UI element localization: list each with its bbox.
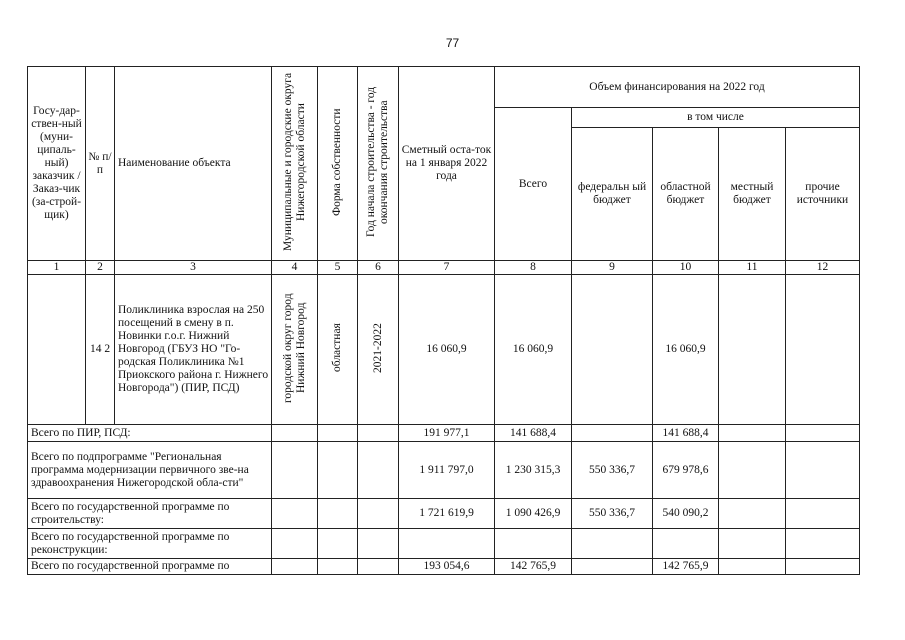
header-customer: Госу-дар-ствен-ный (муни-ципаль-ный) заказчик / Заказ-чик (за-строй-щик)	[28, 67, 86, 261]
object-customer	[28, 275, 86, 425]
object-name: Поликлиника взрослая на 250 посещений в смену в п. Новинки г.о.г. Нижний Новгород (ГБУЗ НО "Го-родская Поликлиника №1 Приокского района г. Нижнего Новгорода") (ПИР, ПСД)	[115, 275, 272, 425]
header-including: в том числе	[572, 108, 860, 128]
header-total: Всего	[495, 108, 572, 261]
summary-federal	[572, 529, 653, 559]
summary-regional	[653, 529, 719, 559]
summary-local	[719, 499, 786, 529]
summary-row	[28, 499, 860, 529]
summary-balance: 1 721 619,9	[399, 499, 495, 529]
header-balance: Сметный оста-ток на 1 января 2022 года	[399, 67, 495, 261]
summary-regional: 141 688,4	[653, 425, 719, 442]
summary-label: Всего по государственной программе по строительству:	[28, 499, 272, 529]
summary-local	[719, 425, 786, 442]
summary-row	[28, 442, 860, 499]
col-num: 5	[318, 261, 358, 275]
summary-federal: 550 336,7	[572, 499, 653, 529]
summary-total	[495, 529, 572, 559]
col-num: 2	[86, 261, 115, 275]
summary-balance: 191 977,1	[399, 425, 495, 442]
summary-total: 1 230 315,3	[495, 442, 572, 499]
summary-other	[786, 559, 860, 575]
object-num: 14 2	[86, 275, 115, 425]
header-row-1	[28, 67, 860, 108]
summary-row	[28, 425, 860, 442]
summary-balance	[399, 529, 495, 559]
header-ownership: Форма собственности	[331, 107, 343, 216]
page-number: 77	[445, 36, 460, 50]
summary-total: 1 090 426,9	[495, 499, 572, 529]
object-balance: 16 060,9	[399, 275, 495, 425]
col-num: 9	[572, 261, 653, 275]
header-municipality: Муниципальные и городские округа Нижегородской области	[281, 72, 307, 251]
summary-local	[719, 529, 786, 559]
header-regional: областной бюджет	[653, 128, 719, 261]
header-other: прочие источники	[786, 128, 860, 261]
object-local	[719, 275, 786, 425]
col-num: 11	[719, 261, 786, 275]
summary-regional: 679 978,6	[653, 442, 719, 499]
summary-balance: 1 911 797,0	[399, 442, 495, 499]
col-num: 3	[115, 261, 272, 275]
col-num: 12	[786, 261, 860, 275]
col-num: 1	[28, 261, 86, 275]
header-local: местный бюджет	[719, 128, 786, 261]
header-num: № п/п	[86, 67, 115, 261]
column-number-row	[28, 261, 860, 275]
col-num: 4	[272, 261, 318, 275]
object-ownership: областная	[331, 323, 343, 372]
summary-other	[786, 529, 860, 559]
summary-other	[786, 499, 860, 529]
header-funding: Объем финансирования на 2022 год	[495, 67, 860, 108]
summary-row	[28, 529, 860, 559]
summary-local	[719, 442, 786, 499]
summary-row	[28, 559, 860, 575]
summary-total: 142 765,9	[495, 559, 572, 575]
object-municipality: городской округ город Нижний Новгород	[281, 292, 307, 403]
summary-regional: 142 765,9	[653, 559, 719, 575]
summary-local	[719, 559, 786, 575]
summary-regional: 540 090,2	[653, 499, 719, 529]
summary-total: 141 688,4	[495, 425, 572, 442]
summary-federal	[572, 559, 653, 575]
summary-federal: 550 336,7	[572, 442, 653, 499]
object-years: 2021-2022	[371, 322, 384, 373]
summary-balance: 193 054,6	[399, 559, 495, 575]
object-total: 16 060,9	[495, 275, 572, 425]
financing-table	[27, 66, 860, 575]
col-num: 10	[653, 261, 719, 275]
summary-label: Всего по государственной программе по реконструкции:	[28, 529, 272, 559]
summary-label: Всего по ПИР, ПСД:	[28, 425, 272, 442]
summary-federal	[572, 425, 653, 442]
object-regional: 16 060,9	[653, 275, 719, 425]
object-federal	[572, 275, 653, 425]
header-object-name: Наименование объекта	[115, 67, 272, 261]
header-years: Год начала строительства - год окончания строительства	[365, 86, 390, 237]
summary-other	[786, 442, 860, 499]
object-row	[28, 275, 860, 425]
summary-other	[786, 425, 860, 442]
col-num: 8	[495, 261, 572, 275]
col-num: 7	[399, 261, 495, 275]
summary-label: Всего по подпрограмме "Региональная программа модернизации первичного зве-на здравоохранения Нижегородской обла-сти"	[28, 442, 272, 499]
header-federal: федеральн ый бюджет	[572, 128, 653, 261]
summary-label: Всего по государственной программе по	[28, 559, 272, 575]
object-other	[786, 275, 860, 425]
col-num: 6	[358, 261, 399, 275]
